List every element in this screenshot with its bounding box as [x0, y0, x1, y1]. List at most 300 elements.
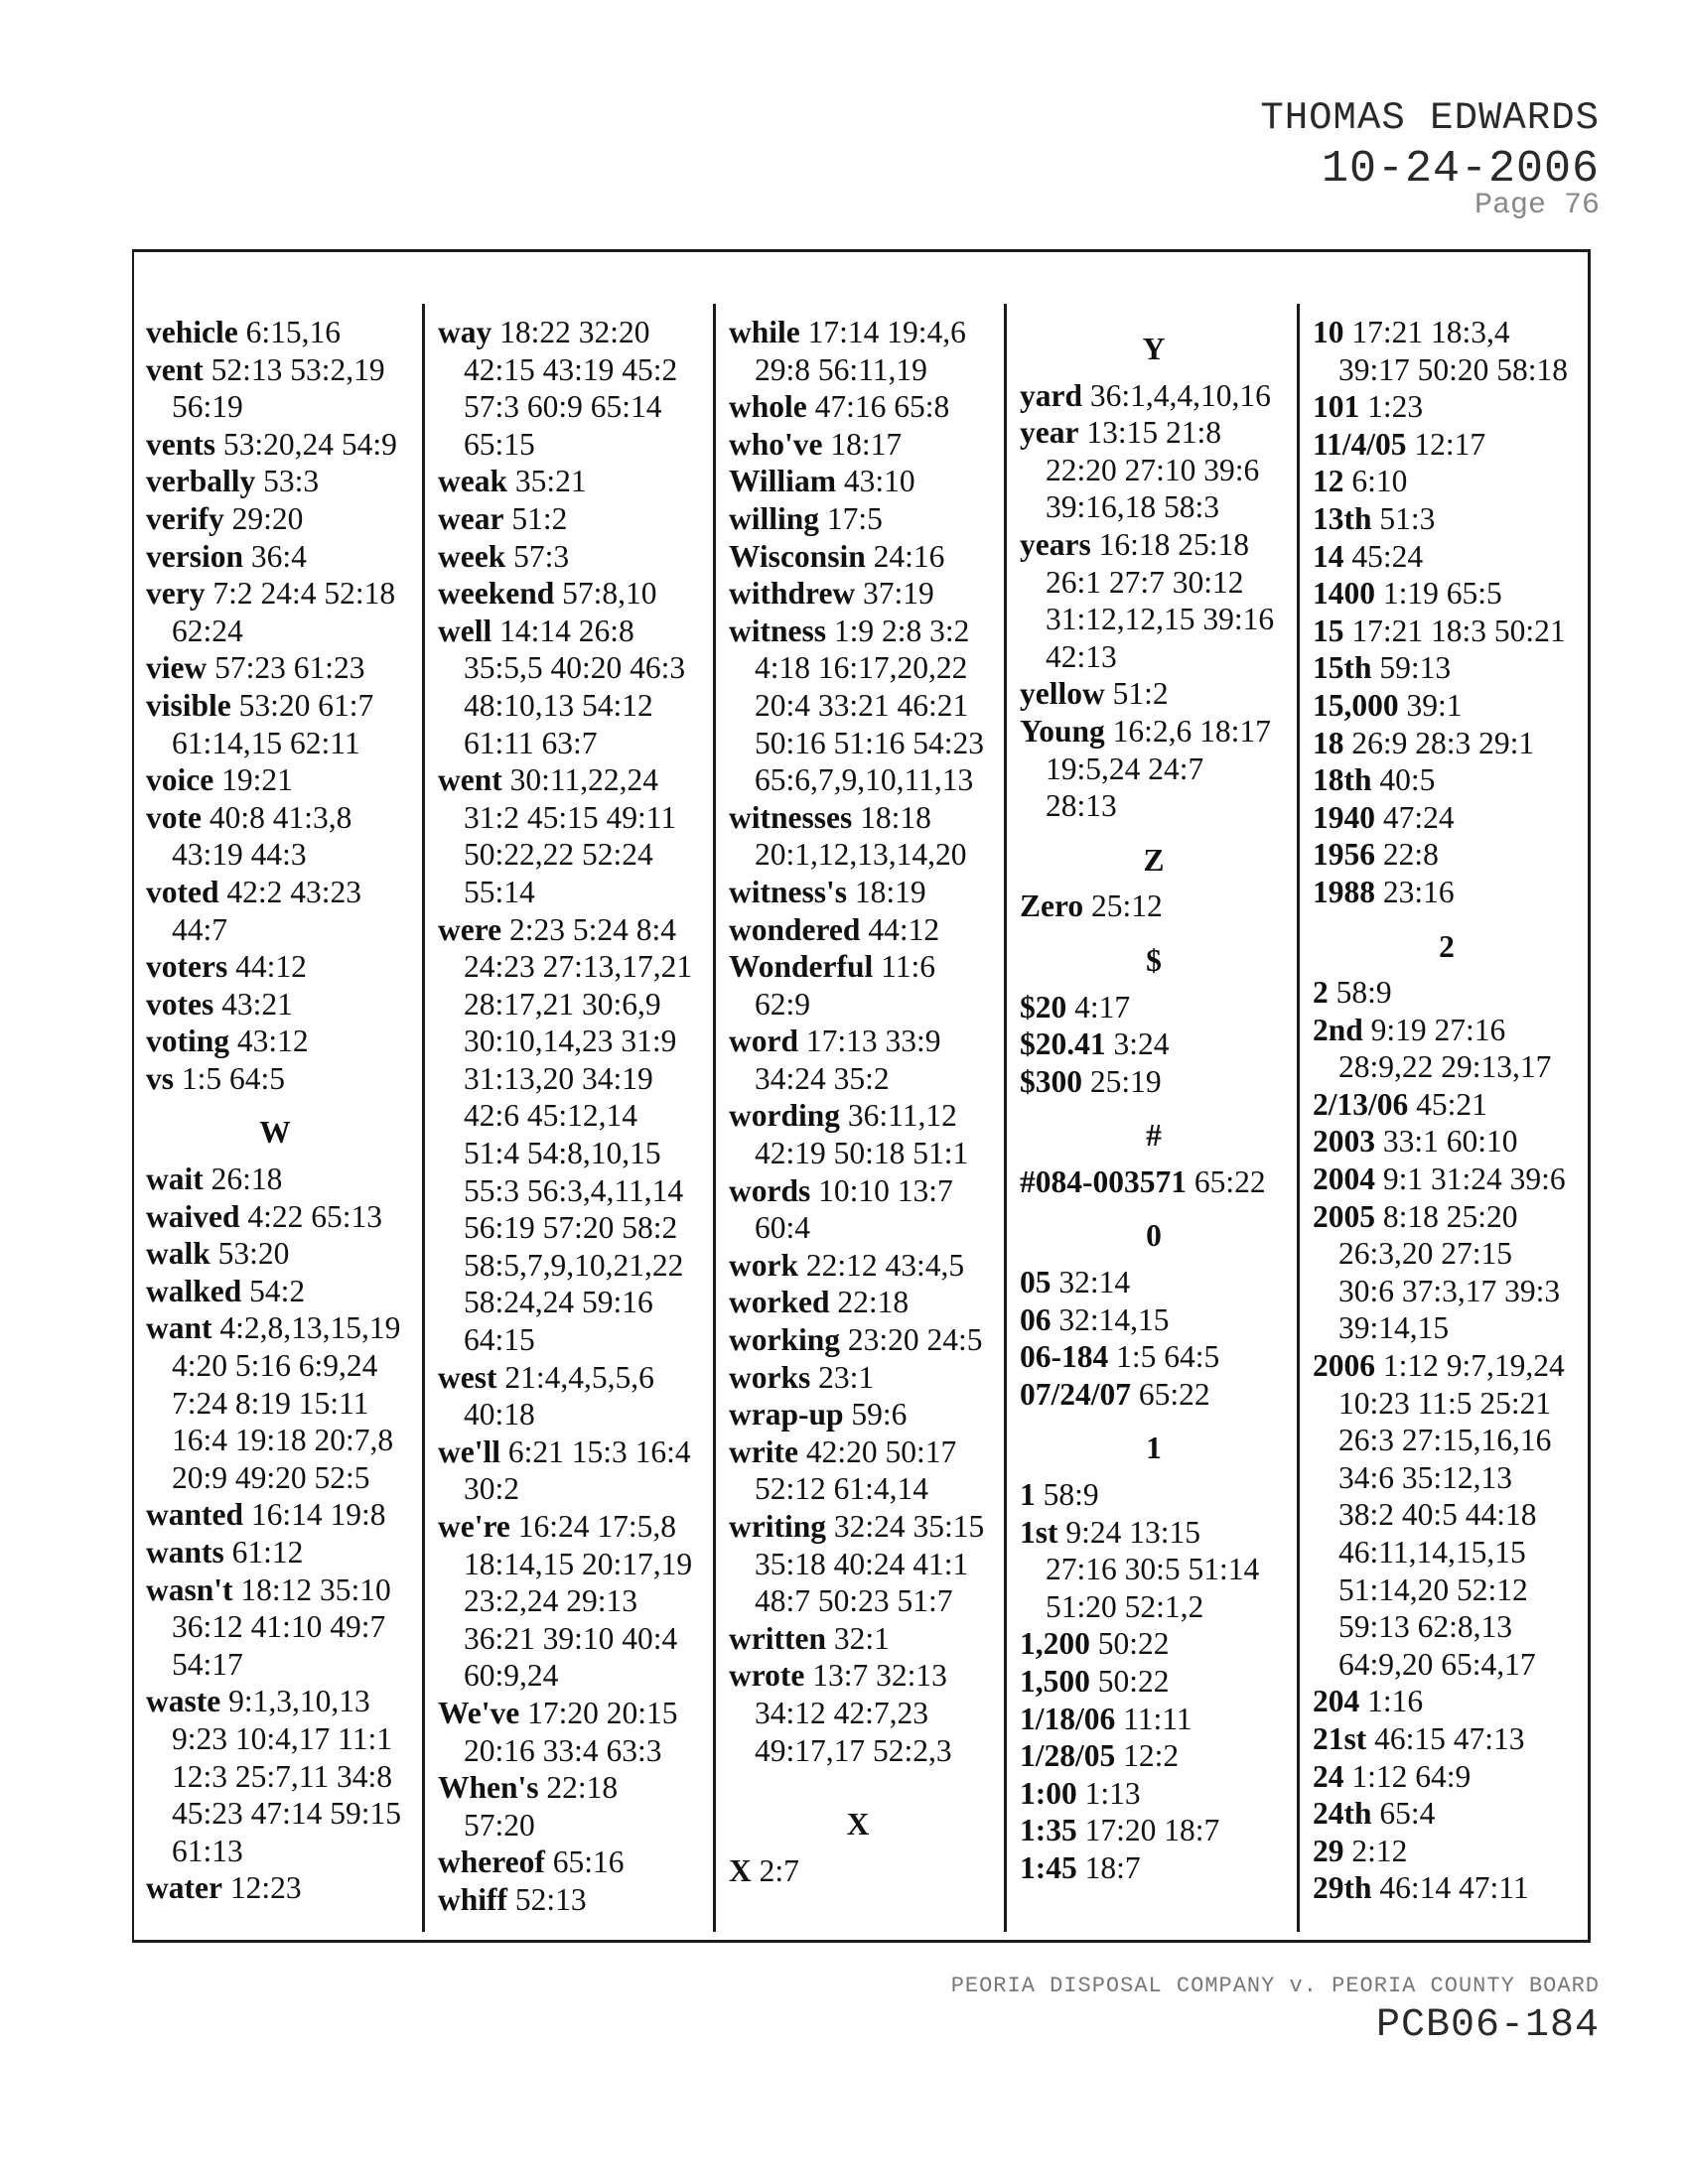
index-entry	[438, 1769, 692, 1843]
index-term: 11/4/05	[1313, 426, 1407, 462]
page-line-refs: 16:18 25:18	[1098, 526, 1249, 562]
index-term: words	[729, 1172, 811, 1208]
index-entry	[146, 500, 404, 538]
page-line-refs: 4:17	[1074, 989, 1131, 1024]
index-entry	[1313, 1160, 1581, 1198]
page-line-refs: 50:22	[1097, 1626, 1170, 1662]
page-line-refs: 62:24	[172, 613, 243, 648]
page-line-refs: 30:11,22,24	[509, 762, 658, 798]
index-entry	[1313, 649, 1581, 687]
page-line-refs: 18:7	[1084, 1849, 1141, 1885]
index-column-2	[438, 314, 692, 1919]
index-term: whiff	[438, 1881, 507, 1917]
index-term: 18th	[1313, 762, 1372, 798]
page-line-refs: 23:20 24:5	[847, 1322, 983, 1358]
index-entry	[438, 1695, 692, 1769]
page-line-refs: 34:24 35:2	[755, 1060, 890, 1096]
index-entry	[1313, 575, 1581, 613]
index-term: 15,000	[1313, 687, 1399, 723]
index-term: wanted	[146, 1497, 244, 1533]
index-entry	[1313, 1123, 1581, 1160]
index-entry	[146, 575, 404, 649]
index-entry	[438, 761, 692, 910]
index-term: vent	[146, 351, 204, 387]
index-entry	[1313, 1012, 1581, 1086]
index-term: 15th	[1313, 650, 1372, 686]
page-line-refs: 61:11 63:7	[464, 725, 598, 760]
index-term: yard	[1020, 377, 1082, 413]
index-term: well	[438, 613, 492, 648]
index-term: We've	[438, 1695, 520, 1730]
page-line-refs: 32:14	[1058, 1265, 1131, 1300]
index-entry	[438, 613, 692, 761]
case-caption: PEORIA DISPOSAL COMPANY v. PEORIA COUNTY BOARD	[950, 1974, 1600, 1998]
index-term: word	[729, 1024, 798, 1059]
index-term: witness	[729, 613, 827, 648]
section-letter: 1	[1146, 1431, 1162, 1466]
index-entry	[1020, 377, 1288, 415]
page-line-refs: 59:13	[1379, 650, 1452, 686]
page-line-refs: 40:8 41:3,8	[209, 799, 352, 835]
page-line-refs: 18:19	[854, 874, 926, 909]
index-term: went	[438, 762, 502, 798]
page-line-refs: 44:7	[172, 911, 228, 947]
index-term: wondered	[729, 911, 861, 947]
page-line-refs: 65:6,7,9,10,11,13	[755, 762, 974, 798]
page-line-refs: 16:24 17:5,8	[517, 1509, 677, 1544]
page-line-refs: 33:1 60:10	[1382, 1124, 1518, 1160]
page-line-refs: 55:3 56:3,4,11,14	[464, 1172, 684, 1208]
index-term: view	[146, 650, 208, 686]
index-entry	[1020, 414, 1288, 526]
index-term: 1st	[1020, 1514, 1058, 1550]
index-entry	[1313, 874, 1581, 911]
index-term: walk	[146, 1236, 210, 1272]
page-line-refs: 36:11,12	[847, 1098, 957, 1134]
index-term: William	[729, 464, 836, 499]
page-line-refs: 42:2 43:23	[226, 874, 362, 909]
index-term: 24	[1313, 1758, 1344, 1794]
index-entry	[146, 1683, 404, 1869]
index-entry	[1020, 1163, 1288, 1201]
index-term: witness's	[729, 874, 848, 909]
page-line-refs: 6:10	[1351, 464, 1408, 499]
page-line-refs: 26:3,20 27:15	[1338, 1236, 1513, 1272]
page-line-refs: 19:5,24 24:7	[1046, 751, 1204, 786]
index-term: writing	[729, 1509, 826, 1544]
index-entry	[729, 1023, 987, 1097]
page-line-refs: 21:4,4,5,5,6	[504, 1359, 654, 1395]
index-term: write	[729, 1433, 798, 1469]
page-line-refs: 18:22 32:20	[499, 315, 650, 349]
index-entry	[438, 314, 692, 463]
index-entry	[146, 1198, 404, 1236]
index-term: 1:45	[1020, 1849, 1077, 1885]
page-line-refs: 22:18	[546, 1770, 619, 1806]
page-line-refs: 16:14 19:8	[250, 1497, 386, 1533]
page-line-refs: 36:12 41:10 49:7	[172, 1609, 386, 1645]
section-letter: X	[846, 1807, 870, 1843]
index-entry	[146, 948, 404, 986]
index-entry	[729, 1852, 987, 1890]
index-term: weekend	[438, 576, 555, 612]
page-line-refs: 45:24	[1351, 538, 1424, 574]
page-number: Page 76	[1474, 189, 1600, 222]
index-entry	[1313, 1869, 1581, 1907]
page-line-refs: 1:13	[1084, 1775, 1141, 1811]
page-line-refs: 29:8 56:11,19	[755, 351, 927, 387]
index-term: $300	[1020, 1063, 1082, 1099]
index-entry	[729, 1433, 987, 1508]
index-term: 2005	[1313, 1198, 1375, 1234]
index-entry	[729, 948, 987, 1023]
index-term: 2006	[1313, 1348, 1375, 1384]
index-entry	[146, 799, 404, 874]
page-line-refs: 40:18	[464, 1397, 535, 1433]
index-entry	[1313, 388, 1581, 426]
index-entry	[729, 1396, 987, 1433]
index-entry	[1020, 713, 1288, 825]
page-line-refs: 50:22,22 52:24	[464, 837, 653, 873]
page-line-refs: 1:5 64:5	[181, 1060, 286, 1096]
page-line-refs: 17:21 18:3 50:21	[1351, 613, 1566, 648]
index-term: walked	[146, 1273, 242, 1308]
index-column-4	[1020, 314, 1288, 1887]
page-line-refs: 32:1	[833, 1620, 890, 1656]
index-entry	[1313, 613, 1581, 650]
page-line-refs: 14:14 26:8	[499, 613, 634, 648]
page-line-refs: 50:16 51:16 54:23	[755, 725, 985, 760]
index-entry	[1313, 538, 1581, 576]
index-entry	[146, 1571, 404, 1684]
page-line-refs: 13:7 32:13	[812, 1658, 947, 1694]
page-line-refs: 2:12	[1351, 1833, 1408, 1868]
index-entry	[1020, 526, 1288, 675]
index-column-3	[729, 314, 987, 1889]
index-entry	[1020, 887, 1288, 925]
index-entry	[146, 1869, 404, 1907]
index-entry	[729, 388, 987, 426]
index-entry	[1313, 1720, 1581, 1758]
page-line-refs: 32:14,15	[1058, 1301, 1170, 1337]
page-line-refs: 46:11,14,15,15	[1338, 1535, 1526, 1570]
page-line-refs: 31:12,12,15 39:16	[1046, 602, 1275, 637]
page-line-refs: 12:3 25:7,11 34:8	[172, 1758, 392, 1794]
index-entry	[729, 314, 987, 388]
page-line-refs: 9:19 27:16	[1370, 1012, 1506, 1047]
page-line-refs: 1:23	[1367, 389, 1424, 425]
index-term: 1,200	[1020, 1626, 1090, 1662]
page-line-refs: 53:20 61:7	[238, 687, 374, 723]
page-line-refs: 65:22	[1193, 1163, 1266, 1199]
index-entry	[146, 538, 404, 576]
page-line-refs: 26:18	[210, 1161, 283, 1197]
section-letter: W	[259, 1115, 291, 1151]
page-line-refs: 26:3 27:15,16,16	[1338, 1423, 1552, 1458]
page-line-refs: 25:12	[1091, 888, 1163, 924]
index-entry	[1020, 1025, 1288, 1063]
index-entry	[438, 1508, 692, 1695]
index-term: 14	[1313, 538, 1344, 574]
index-entry	[1020, 1476, 1288, 1514]
page-line-refs: 45:23 47:14 59:15	[172, 1796, 402, 1832]
page-line-refs: 11:6	[881, 949, 935, 985]
page-line-refs: 57:23 61:23	[214, 650, 365, 686]
page-line-refs: 45:21	[1416, 1086, 1487, 1122]
index-entry	[1020, 1514, 1288, 1626]
index-term: voters	[146, 949, 228, 985]
page-line-refs: 65:15	[464, 426, 535, 462]
index-entry	[1020, 1301, 1288, 1339]
index-entry	[146, 351, 404, 426]
page-line-refs: 1:9 2:8 3:2	[833, 613, 970, 648]
page-line-refs: 43:19 44:3	[172, 837, 307, 873]
page-line-refs: 18:14,15 20:17,19	[464, 1546, 693, 1581]
page-line-refs: 1:12 9:7,19,24	[1382, 1348, 1565, 1384]
index-entry	[1020, 1063, 1288, 1101]
page-line-refs: 52:13	[514, 1881, 587, 1917]
page-line-refs: 4:22 65:13	[247, 1198, 383, 1234]
index-term: withdrew	[729, 576, 856, 612]
page-line-refs: 53:3	[263, 464, 320, 499]
index-entry	[729, 1321, 987, 1359]
index-term: 10	[1313, 315, 1344, 349]
index-entry	[729, 1359, 987, 1397]
page-line-refs: 59:13 62:8,13	[1338, 1609, 1513, 1645]
page-line-refs: 22:8	[1382, 837, 1439, 873]
page-line-refs: 9:24 13:15	[1065, 1514, 1201, 1550]
page-line-refs: 18:18	[860, 799, 931, 835]
index-term: wrote	[729, 1658, 805, 1694]
page-line-refs: 4:18 16:17,20,22	[755, 650, 968, 686]
page-line-refs: 18:17	[830, 426, 903, 462]
index-term: 29	[1313, 1833, 1344, 1868]
page-line-refs: 31:2 45:15 49:11	[464, 799, 677, 835]
index-term: works	[729, 1359, 811, 1395]
page-line-refs: 16:4 19:18 20:7,8	[172, 1423, 394, 1458]
index-entry	[729, 799, 987, 874]
index-term: 29th	[1313, 1870, 1372, 1906]
index-entry	[146, 1023, 404, 1060]
page-line-refs: 54:17	[172, 1646, 243, 1682]
page-line-refs: 56:19 57:20 58:2	[464, 1210, 678, 1246]
index-term: 2/13/06	[1313, 1086, 1409, 1122]
index-entry	[1020, 1625, 1288, 1663]
index-term: voted	[146, 874, 219, 909]
index-term: 13th	[1313, 500, 1372, 536]
index-entry	[438, 538, 692, 576]
page-line-refs: 36:4	[250, 538, 307, 574]
index-term: voice	[146, 762, 214, 798]
page-line-refs: 1:19 65:5	[1382, 576, 1502, 612]
index-entry	[438, 1359, 692, 1433]
index-entry	[1313, 974, 1581, 1012]
page-line-refs: 9:1,3,10,13	[228, 1684, 370, 1719]
page-line-refs: 46:15 47:13	[1374, 1720, 1525, 1756]
index-entry	[438, 1843, 692, 1881]
page-line-refs: 42:20 50:17	[805, 1433, 957, 1469]
index-entry	[729, 874, 987, 911]
index-entry	[729, 1284, 987, 1321]
page-line-refs: 28:9,22 29:13,17	[1338, 1049, 1552, 1085]
page-line-refs: 47:16 65:8	[814, 389, 950, 425]
index-entry	[1020, 1338, 1288, 1376]
index-entry	[1313, 1347, 1581, 1683]
index-entry	[1313, 1795, 1581, 1833]
page-line-refs: 50:22	[1097, 1664, 1170, 1699]
index-term: 12	[1313, 464, 1344, 499]
page-line-refs: 58:9	[1335, 975, 1392, 1011]
index-term: 1956	[1313, 837, 1375, 873]
page-line-refs: 30:6 37:3,17 39:3	[1338, 1273, 1561, 1308]
index-entry	[438, 463, 692, 500]
index-term: 18	[1313, 725, 1344, 760]
column-divider	[1297, 304, 1300, 1932]
index-entry	[729, 1097, 987, 1171]
page-line-refs: 61:14,15 62:11	[172, 725, 360, 760]
index-entry	[146, 463, 404, 500]
index-entry	[146, 649, 404, 687]
page-line-refs: 56:19	[172, 389, 243, 425]
index-entry	[729, 1247, 987, 1285]
page-line-refs: 57:8,10	[562, 576, 657, 612]
index-term: 06	[1020, 1301, 1052, 1337]
page-line-refs: 43:21	[221, 986, 293, 1022]
column-divider	[713, 304, 716, 1932]
page-line-refs: 52:13 53:2,19	[210, 351, 385, 387]
index-entry	[146, 1496, 404, 1534]
index-entry	[146, 426, 404, 464]
deponent-name: THOMAS EDWARDS	[1260, 96, 1600, 140]
index-term: $20	[1020, 989, 1067, 1024]
index-term: wasn't	[146, 1571, 233, 1607]
page-line-refs: 42:6 45:12,14	[464, 1098, 638, 1134]
page-line-refs: 46:14 47:11	[1379, 1870, 1529, 1906]
page-line-refs: 52:12 61:4,14	[755, 1471, 929, 1507]
index-term: When's	[438, 1770, 539, 1806]
index-entry	[1313, 1758, 1581, 1796]
index-term: verbally	[146, 464, 256, 499]
index-term: 204	[1313, 1684, 1360, 1719]
page-line-refs: 48:10,13 54:12	[464, 687, 653, 723]
page-line-refs: 20:9 49:20 52:5	[172, 1459, 370, 1495]
page-line-refs: 12:17	[1414, 426, 1486, 462]
index-term: waste	[146, 1684, 221, 1719]
index-term: 21st	[1313, 1720, 1367, 1756]
index-term: written	[729, 1620, 826, 1656]
page-line-refs: 51:2	[511, 500, 568, 536]
page-line-refs: 43:10	[843, 464, 915, 499]
index-entry	[146, 874, 404, 948]
page-line-refs: 10:10 13:7	[818, 1172, 953, 1208]
index-term: we'll	[438, 1433, 500, 1469]
page-line-refs: 6:21 15:3 16:4	[507, 1433, 691, 1469]
index-entry	[729, 1508, 987, 1620]
page-line-refs: 17:20 18:7	[1084, 1813, 1220, 1848]
page-line-refs: 51:14,20 52:12	[1338, 1571, 1528, 1607]
index-term: wants	[146, 1535, 224, 1570]
page-line-refs: 36:21 39:10 40:4	[464, 1620, 678, 1656]
index-entry	[146, 1235, 404, 1273]
index-term: year	[1020, 415, 1079, 451]
index-entry	[438, 575, 692, 613]
page-line-refs: 17:20 20:15	[527, 1695, 678, 1730]
page-line-refs: 1:5 64:5	[1116, 1339, 1220, 1375]
index-entry	[146, 1060, 404, 1098]
page-line-refs: 58:9	[1043, 1477, 1099, 1513]
page-line-refs: 6:15,16	[245, 315, 341, 349]
page-line-refs: 57:20	[464, 1807, 535, 1843]
index-term: week	[438, 538, 506, 574]
index-term: 2003	[1313, 1124, 1375, 1160]
page-line-refs: 64:9,20 65:4,17	[1338, 1646, 1536, 1682]
section-letter: $	[1146, 942, 1162, 978]
page-line-refs: 38:2 40:5 44:18	[1338, 1497, 1537, 1533]
index-term: wait	[146, 1161, 204, 1197]
page-line-refs: 42:13	[1046, 638, 1117, 674]
deposition-date: 10-24-2006	[1321, 144, 1600, 195]
page-line-refs: 36:1,4,4,10,16	[1089, 377, 1271, 413]
index-term: west	[438, 1359, 497, 1395]
page-line-refs: 61:12	[231, 1535, 304, 1570]
page-line-refs: 35:21	[514, 464, 587, 499]
page-line-refs: 40:5	[1379, 762, 1436, 798]
index-term: 1	[1020, 1477, 1036, 1513]
index-term: 2nd	[1313, 1012, 1363, 1047]
page-line-refs: 58:24,24 59:16	[464, 1285, 653, 1320]
index-term: Zero	[1020, 888, 1084, 924]
page-line-refs: 10:23 11:5 25:21	[1338, 1385, 1552, 1421]
index-entry	[729, 911, 987, 949]
index-entry	[146, 687, 404, 761]
page-line-refs: 2:23 5:24 8:4	[509, 911, 677, 947]
column-divider	[1004, 304, 1007, 1932]
index-term: years	[1020, 526, 1091, 562]
page-line-refs: 47:24	[1382, 799, 1455, 835]
index-term: we're	[438, 1509, 510, 1544]
page-line-refs: 49:17,17 52:2,3	[755, 1732, 952, 1768]
page-line-refs: 51:3	[1379, 500, 1436, 536]
index-term: 1/28/05	[1020, 1738, 1116, 1774]
page-line-refs: 65:16	[552, 1844, 625, 1880]
page-line-refs: 39:17 50:20 58:18	[1338, 351, 1569, 387]
index-entry	[1020, 989, 1288, 1026]
index-term: 1988	[1313, 874, 1375, 909]
index-entry	[1313, 314, 1581, 388]
page-line-refs: 64:15	[464, 1322, 535, 1358]
index-entry	[1313, 687, 1581, 725]
index-entry	[1313, 799, 1581, 837]
index-entry	[729, 613, 987, 799]
index-term: worked	[729, 1285, 830, 1320]
index-entry	[1020, 1812, 1288, 1849]
index-term: willing	[729, 500, 820, 536]
page-line-refs: 39:14,15	[1338, 1310, 1450, 1346]
index-term: way	[438, 315, 492, 349]
page-line-refs: 57:3 60:9 65:14	[464, 389, 662, 425]
page-line-refs: 44:12	[868, 911, 940, 947]
index-entry	[1313, 426, 1581, 464]
index-entry	[1020, 1701, 1288, 1738]
index-term: vote	[146, 799, 202, 835]
index-term: water	[146, 1870, 222, 1906]
index-term: voting	[146, 1024, 230, 1059]
page-line-refs: 23:2,24 29:13	[464, 1583, 638, 1619]
page-line-refs: 13:15 21:8	[1086, 415, 1221, 451]
page-line-refs: 17:13 33:9	[805, 1024, 941, 1059]
page-line-refs: 7:2 24:4 52:18	[212, 576, 396, 612]
page-line-refs: 34:12 42:7,23	[755, 1695, 929, 1730]
